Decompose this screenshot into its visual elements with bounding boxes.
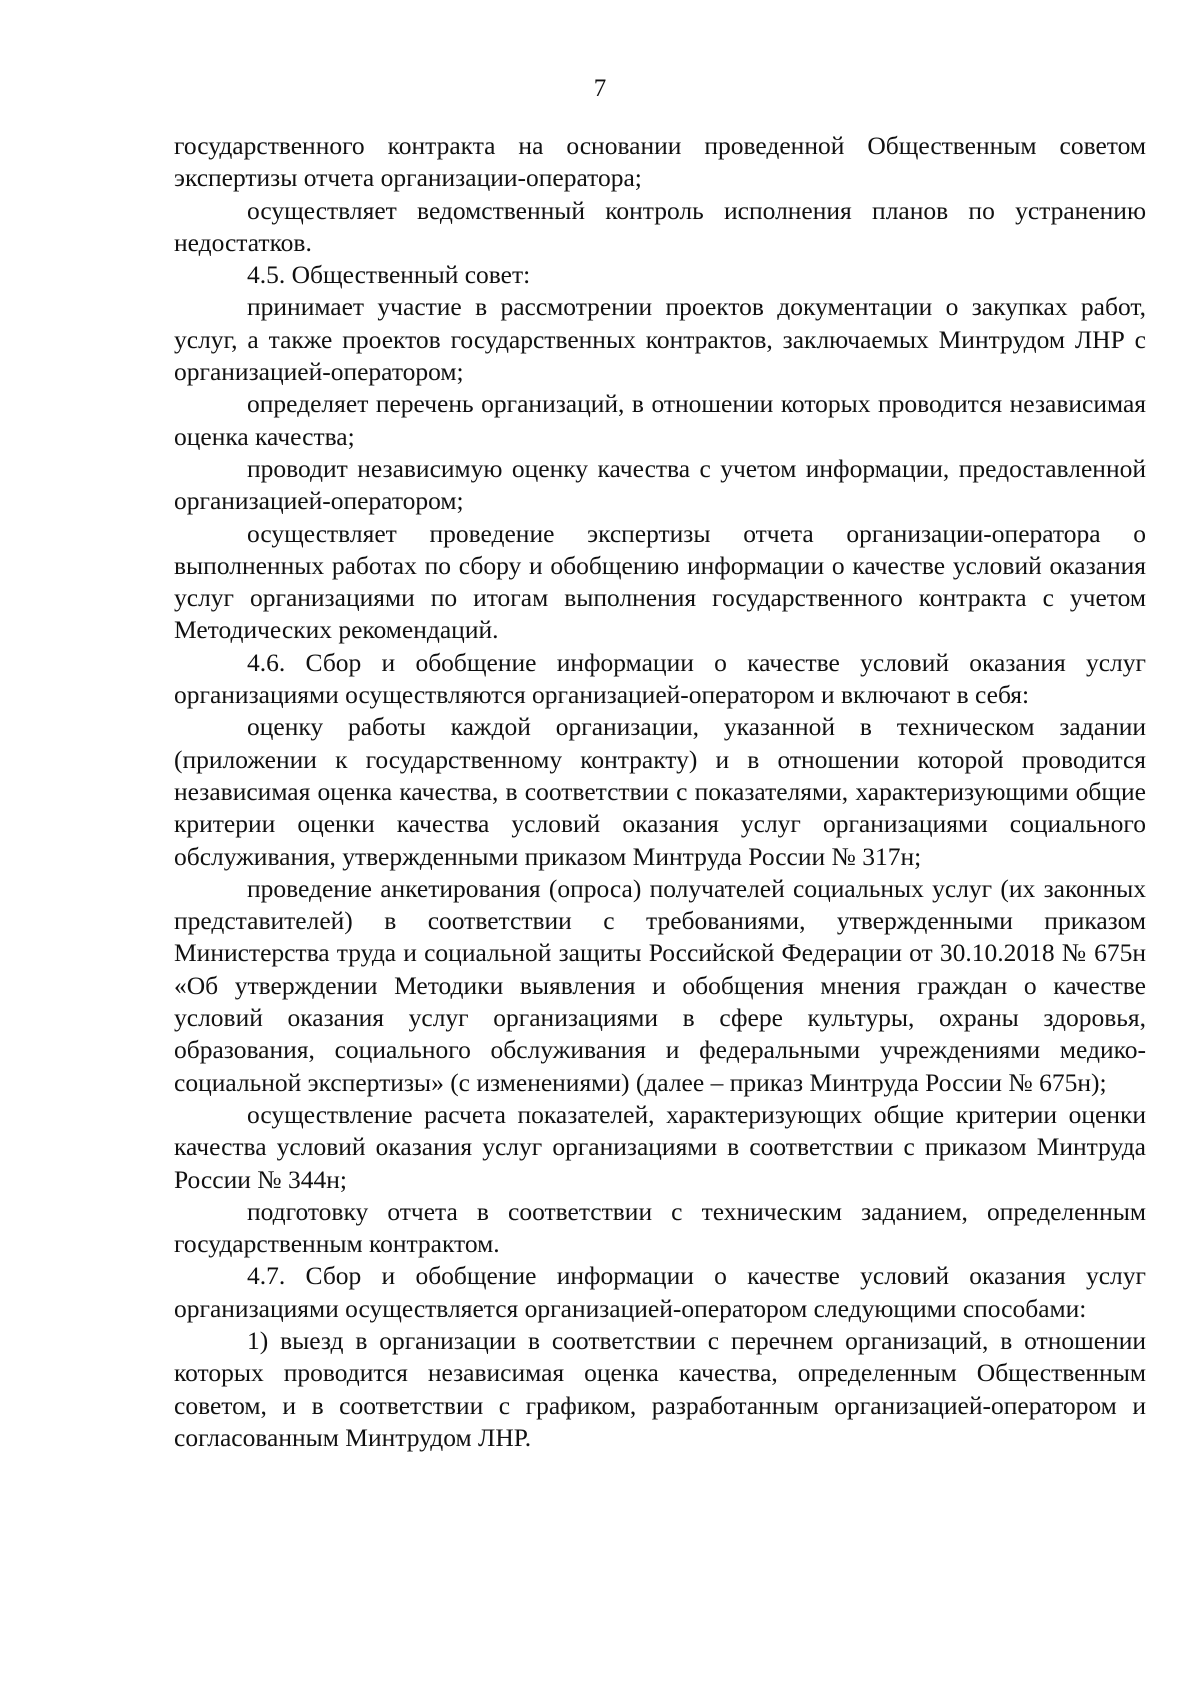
paragraph: государственного контракта на основании проведенной Общественным советом экспертизы отчета организации-оператора; — [174, 131, 1146, 193]
paragraph: осуществление расчета показателей, характеризующих общие критерии оценки качества условий оказания услуг организациями в соответствии с приказом Минтруда России № 344н; — [174, 1099, 1146, 1194]
page-number: 7 — [593, 75, 607, 102]
paragraph: проводит независимую оценку качества с учетом информации, предоставленной организацией-оператором; — [174, 453, 1146, 516]
section-heading-4-5: 4.5. Общественный совет: — [247, 260, 531, 290]
paragraph: определяет перечень организаций, в отношении которых проводится независимая оценка качества; — [174, 389, 1146, 451]
paragraph: принимает участие в рассмотрении проектов документации о закупках работ, услуг, а также проектов государственных контрактов, заключаемых Минтрудом ЛНР с организацией-оператором; — [174, 292, 1146, 387]
paragraph: подготовку отчета в соответствии с техническим заданием, определенным государственным контрактом. — [174, 1196, 1146, 1259]
paragraph: осуществляет проведение экспертизы отчета организации-оператора о выполненных работах по сбору и обобщению информации о качестве условий оказания услуг организациями по итогам выполнения государственного контракта с учетом Методических рекомендаций. — [174, 518, 1146, 645]
list-item-1: 1) выезд в организации в соответствии с перечнем организаций, в отношении которых проводится независимая оценка качества, определенным Общественным советом, и в соответствии с графиком, разработанным организацией-оператором и согласованным Минтрудом ЛНР. — [174, 1325, 1146, 1452]
paragraph: оценку работы каждой организации, указанной в техническом задании (приложении к государственному контракту) и в отношении которой проводится независимая оценка качества, в соответствии с показателями, характеризующими общие критерии оценки качества условий оказания услуг организациями социального обслуживания, утвержденными приказом Минтруда России № 317н; — [174, 712, 1146, 871]
clause-4-6: 4.6. Сбор и обобщение информации о качестве условий оказания услуг организациями осуществляются организацией-оператором и включают в себя: — [174, 647, 1146, 710]
paragraph: проведение анкетирования (опроса) получателей социальных услуг (их законных представителей) в соответствии с требованиями, утвержденными приказом Министерства труда и социальной защиты Российской Федерации от 30.10.2018 № 675н «Об утверждении Методики выявления и обобщения мнения граждан о качестве условий оказания услуг организациями в сфере культуры, охраны здоровья, образования, социального обслуживания и федеральными учреждениями медико-социальной экспертизы» (с изменениями) (далее – приказ Минтруда России № 675н); — [174, 873, 1146, 1097]
clause-4-7: 4.7. Сбор и обобщение информации о качестве условий оказания услуг организациями осуществляется организацией-оператором следующими способами: — [174, 1261, 1146, 1323]
document-body — [174, 130, 1146, 1454]
paragraph: осуществляет ведомственный контроль исполнения планов по устранению недостатков. — [174, 195, 1146, 257]
